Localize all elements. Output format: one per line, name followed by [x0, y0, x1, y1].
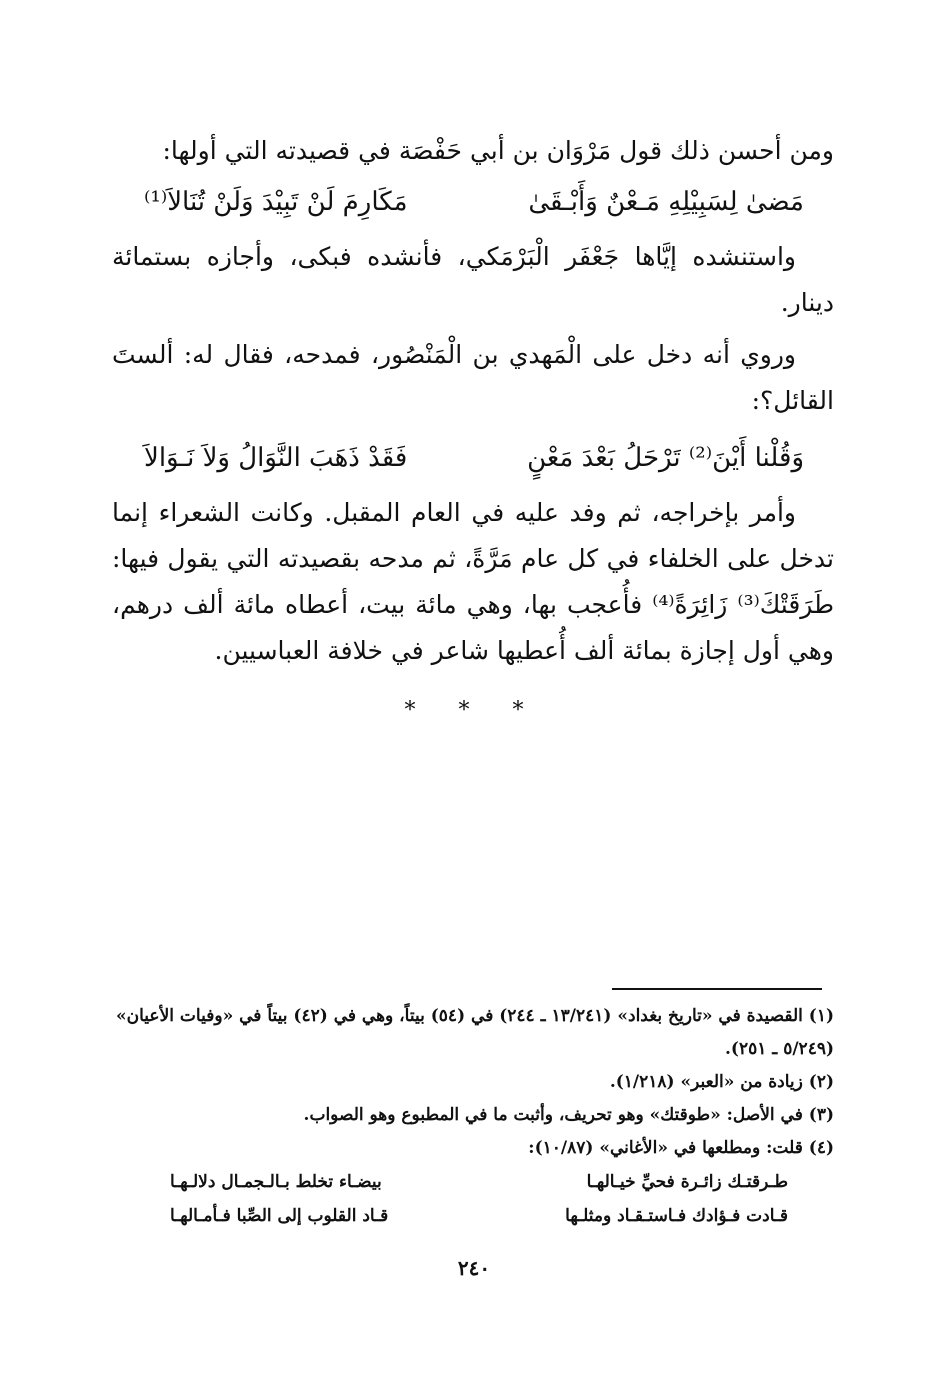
footnote-verse-1-second-hemistich: بيضـاء تخلط بـالـجمـال دلالـهـا [170, 1172, 382, 1192]
footnote-verse-1-first-hemistich: طـرقتـك زائـرة فحيِّ خيـالهـا [586, 1172, 788, 1192]
footnotes [112, 1000, 834, 1233]
paragraph-2: واستنشده إيَّاها جَعْفَر الْبَرْمَكي، فأنشده فبكى، وأجازه بستمائة دينار. [112, 242, 834, 317]
verse-2 [144, 430, 804, 486]
main-text [112, 128, 834, 734]
verse-1 [144, 174, 804, 230]
section-separator: * * * [404, 698, 542, 723]
footnote-rule [612, 988, 822, 990]
page-number: ٢٤٠ [457, 1256, 491, 1280]
footnote-4-verse-2 [170, 1199, 788, 1233]
paragraph-1: ومن أحسن ذلك قول مَرْوَان بن أبي حَفْصَة في قصيدته التي أولها: [162, 136, 834, 165]
footnote-4-verse-1 [170, 1165, 788, 1199]
footnote-3: (٣) في الأصل: «طوقتك» وهو تحريف، وأثبت ما في المطبوع وهو الصواب. [303, 1105, 834, 1125]
footnote-verse-2-second-hemistich: قـاد القلوب إلى الصِّبا فـأمـالهـا [170, 1206, 389, 1226]
paragraph-4: وأمر بإخراجه، ثم وفد عليه في العام المقبل. وكانت الشعراء إنما تدخل على الخلفاء في كل عام مَرَّةً، ثم مدحه بقصيدته التي يقول فيها: طَرَقَتْكَ⁽³⁾ زَائِرَةً⁽⁴⁾ فأُعجب بها، وهي مائة بيت، أعطاه مائة ألف درهم، وهي أول إجازة بمائة ألف أُعطيها شاعر في خلافة العباسيين. [112, 498, 834, 665]
verse-2-second-hemistich: فَقَدْ ذَهَبَ النَّوَالُ وَلاَ نَـوَالاَ [144, 443, 408, 473]
footnote-verse-2-first-hemistich: قـادت فـؤادك فـاستـقـاد ومثلـها [565, 1206, 788, 1226]
footnote-1: (١) القصيدة في «تاريخ بغداد» (١٣/٢٤١ ـ ٢٤٤) في (٥٤) بيتاً، وهي في (٤٢) بيتاً في «وفيات الأعيان» (٥/٢٤٩ ـ ٢٥١). [116, 1006, 834, 1059]
footnote-2: (٢) زيادة من «العبر» (١/٢١٨). [609, 1072, 834, 1092]
verse-2-first-hemistich: وَقُلْنا أَيْنَ⁽²⁾ تَرْحَلُ بَعْدَ مَعْنٍ [527, 443, 804, 473]
verse-1-second-hemistich: مَكَارِمَ لَنْ تَبِيْدَ وَلَنْ تُنَالاَ⁽¹⁾ [144, 187, 408, 217]
verse-1-first-hemistich: مَضىٰ لِسَبِيْلِهِ مَـعْنٌ وَأَبْـقَىٰ [528, 187, 804, 217]
paragraph-3: وروي أنه دخل على الْمَهدي بن الْمَنْصُور، فمدحه، فقال له: ألستَ القائل؟: [112, 340, 834, 415]
footnote-4: (٤) قلت: ومطلعها في «الأغاني» (١٠/٨٧): [528, 1138, 834, 1158]
